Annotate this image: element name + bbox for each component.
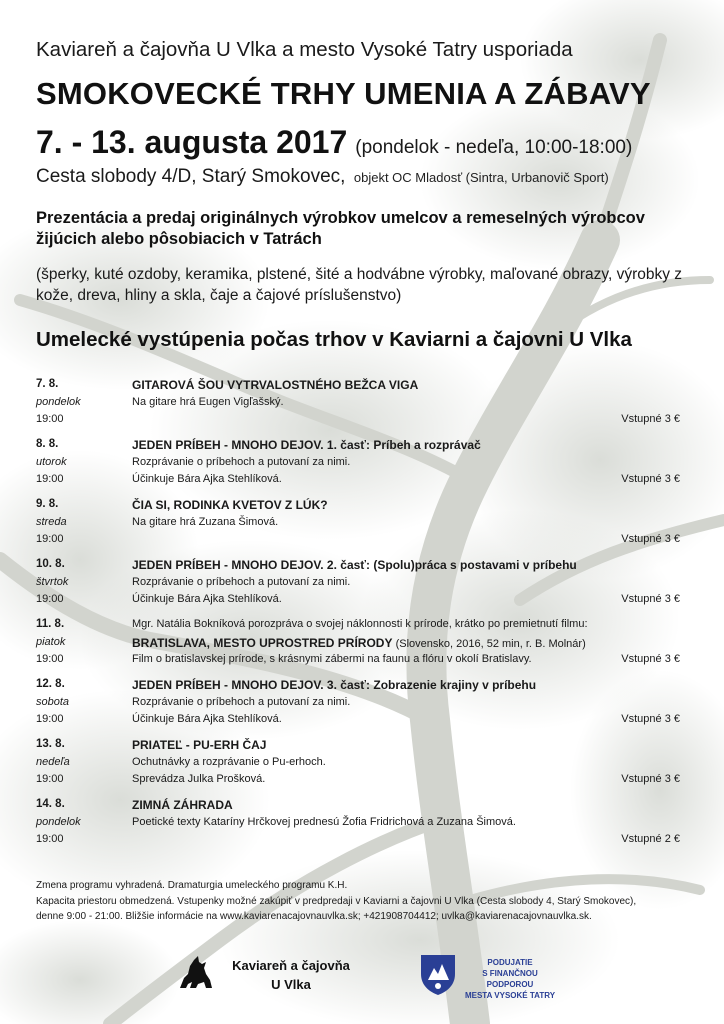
event-name: JEDEN PRÍBEH - MNOHO DEJOV. 3. časť: Zobrazenie krajiny v príbehu — [132, 678, 537, 692]
event-day: štvrtok — [36, 576, 69, 588]
cafe-name-suffix: U Vlka — [271, 977, 311, 992]
program-item — [0, 554, 724, 614]
event-day: streda — [36, 516, 67, 528]
event-name: JEDEN PRÍBEH - MNOHO DEJOV. 2. časť: (Spolu)práca s postavami v príbehu — [132, 558, 577, 572]
event-time: 19:00 — [36, 413, 64, 425]
event-description: Na gitare hrá Zuzana Šimová. — [132, 516, 279, 528]
event-description: Rozprávanie o príbehoch a putovaní za nimi. — [132, 576, 351, 588]
event-date: 9. 8. — [36, 498, 59, 510]
event-day: pondelok — [36, 816, 81, 828]
footer-line-program: Zmena programu vyhradená. Dramaturgia umeleckého programu K.H. — [36, 880, 348, 891]
program-list — [0, 374, 724, 854]
program-item — [0, 434, 724, 494]
event-intro: Mgr. Natália Bokníková porozpráva o svojej náklonnosti k prírode, krátko po premietnutí filmu: — [132, 618, 588, 630]
event-time: 19:00 — [36, 593, 64, 605]
cafe-name: Kaviareň a čajovňa — [232, 958, 350, 973]
event-performer: Účinkuje Bára Ajka Stehlíková. — [132, 713, 282, 725]
program-item — [0, 734, 724, 794]
event-performer: Účinkuje Bára Ajka Stehlíková. — [132, 473, 282, 485]
performances-heading: Umelecké vystúpenia počas trhov v Kaviarni a čajovni U Vlka — [36, 328, 632, 351]
event-day: utorok — [36, 456, 67, 468]
event-name: ZIMNÁ ZÁHRADA — [132, 798, 233, 812]
program-item — [0, 494, 724, 554]
support-line-town: MESTA VYSOKÉ TATRY — [464, 991, 556, 1000]
event-day: piatok — [36, 636, 66, 648]
event-description: Poetické texty Kataríny Hrčkovej prednesú Žofia Fridrichová a Zuzana Šimová. — [132, 816, 516, 828]
event-performer: Sprevádza Julka Prošková. — [132, 773, 266, 785]
wolf-logo-icon — [176, 952, 216, 992]
event-day: pondelok — [36, 396, 81, 408]
event-name: BRATISLAVA, MESTO UPROSTRED PRÍRODY — [132, 636, 393, 650]
building-note: objekt OC Mladosť (Sintra, Urbanovič Sport) — [353, 170, 609, 185]
opening-hours: (pondelok - nedeľa, 10:00-18:00) — [355, 137, 633, 158]
event-price: Vstupné 2 € — [621, 833, 680, 845]
event-description: Film o bratislavskej prírode, s krásnymi zábermi na faunu a flóru v okolí Bratislavy. — [132, 653, 532, 665]
event-description: Ochutnávky a rozprávanie o Pu-erhoch. — [132, 756, 326, 768]
event-price: Vstupné 3 € — [621, 533, 680, 545]
organizer-line: Kaviareň a čajovňa U Vlka a mesto Vysoké Tatry usporiada — [36, 38, 573, 61]
presentation-text: Prezentácia a predaj originálnych výrobkov umelcov a remeselných výrobcov žijúcich alebo pôsobiacich v Tatrách — [36, 209, 645, 248]
event-price: Vstupné 3 € — [621, 653, 680, 665]
event-date: 7. 8. — [36, 378, 59, 390]
event-date: 10. 8. — [36, 558, 65, 570]
presentation-items: (šperky, kuté ozdoby, keramika, plstené, šité a hodvábne výrobky, maľované obrazy, výrobky z kože, dreva, hliny a skla, čaje a čajové príslušenstvo) — [36, 266, 683, 304]
film-details: (Slovensko, 2016, 52 min, r. B. Molnár) — [395, 638, 586, 650]
program-item — [0, 674, 724, 734]
event-time: 19:00 — [36, 533, 64, 545]
event-time: 19:00 — [36, 713, 64, 725]
support-line-funding: S FINANČNOU PODPOROU — [482, 969, 538, 989]
event-place — [36, 166, 609, 188]
event-price: Vstupné 3 € — [621, 413, 680, 425]
event-time: 19:00 — [36, 653, 64, 665]
event-date: 11. 8. — [36, 618, 65, 630]
event-time: 19:00 — [36, 773, 64, 785]
program-item — [0, 374, 724, 434]
event-day: nedeľa — [36, 756, 70, 768]
date-range: 7. - 13. augusta 2017 — [36, 124, 348, 160]
event-date: 12. 8. — [36, 678, 65, 690]
event-description: Rozprávanie o príbehoch a putovaní za nimi. — [132, 456, 351, 468]
address: Cesta slobody 4/D, Starý Smokovec, — [36, 166, 346, 187]
event-name: JEDEN PRÍBEH - MNOHO DEJOV. 1. časť: Príbeh a rozprávač — [132, 438, 481, 452]
event-price: Vstupné 3 € — [621, 713, 680, 725]
event-price: Vstupné 3 € — [621, 473, 680, 485]
event-date: 14. 8. — [36, 798, 65, 810]
program-item — [0, 794, 724, 854]
support-notice — [462, 957, 558, 1001]
event-name: GITAROVÁ ŠOU VYTRVALOSTNÉHO BEŽCA VIGA — [132, 378, 419, 392]
event-date: 13. 8. — [36, 738, 65, 750]
footer-line-tickets: Kapacita priestoru obmedzená. Vstupenky možné zakúpiť v predpredaji v Kaviarni a čajovni U Vlka (Cesta slobody 4, Starý Smokovec), — [36, 895, 637, 907]
event-time: 19:00 — [36, 833, 64, 845]
cafe-logo-text — [226, 956, 356, 994]
event-title: SMOKOVECKÉ TRHY UMENIA A ZÁBAVY — [36, 76, 651, 111]
event-day: sobota — [36, 696, 70, 708]
event-name: ČIA SI, RODINKA KVETOV Z LÚK? — [132, 498, 328, 512]
event-description: Rozprávanie o príbehoch a putovaní za nimi. — [132, 696, 351, 708]
event-price: Vstupné 3 € — [621, 773, 680, 785]
event-price: Vstupné 3 € — [621, 593, 680, 605]
event-date: 8. 8. — [36, 438, 59, 450]
footer-notes — [36, 878, 706, 925]
program-item — [0, 614, 724, 674]
event-time: 19:00 — [36, 473, 64, 485]
event-performer: Účinkuje Bára Ajka Stehlíková. — [132, 593, 282, 605]
footer-line-contact: denne 9:00 - 21:00. Bližšie informácie na www.kaviarenacajovnauvlka.sk; +421908704412; uvlka@kaviarenacajovnauvlka.sk. — [36, 911, 592, 922]
event-dates — [36, 124, 632, 161]
event-name-line — [132, 636, 586, 650]
town-crest-icon — [418, 952, 458, 996]
event-name: PRIATEĽ - PU-ERH ČAJ — [132, 738, 267, 752]
event-description: Na gitare hrá Eugen Vigľašský. — [132, 396, 284, 408]
support-line-event: PODUJATIE — [487, 958, 533, 967]
